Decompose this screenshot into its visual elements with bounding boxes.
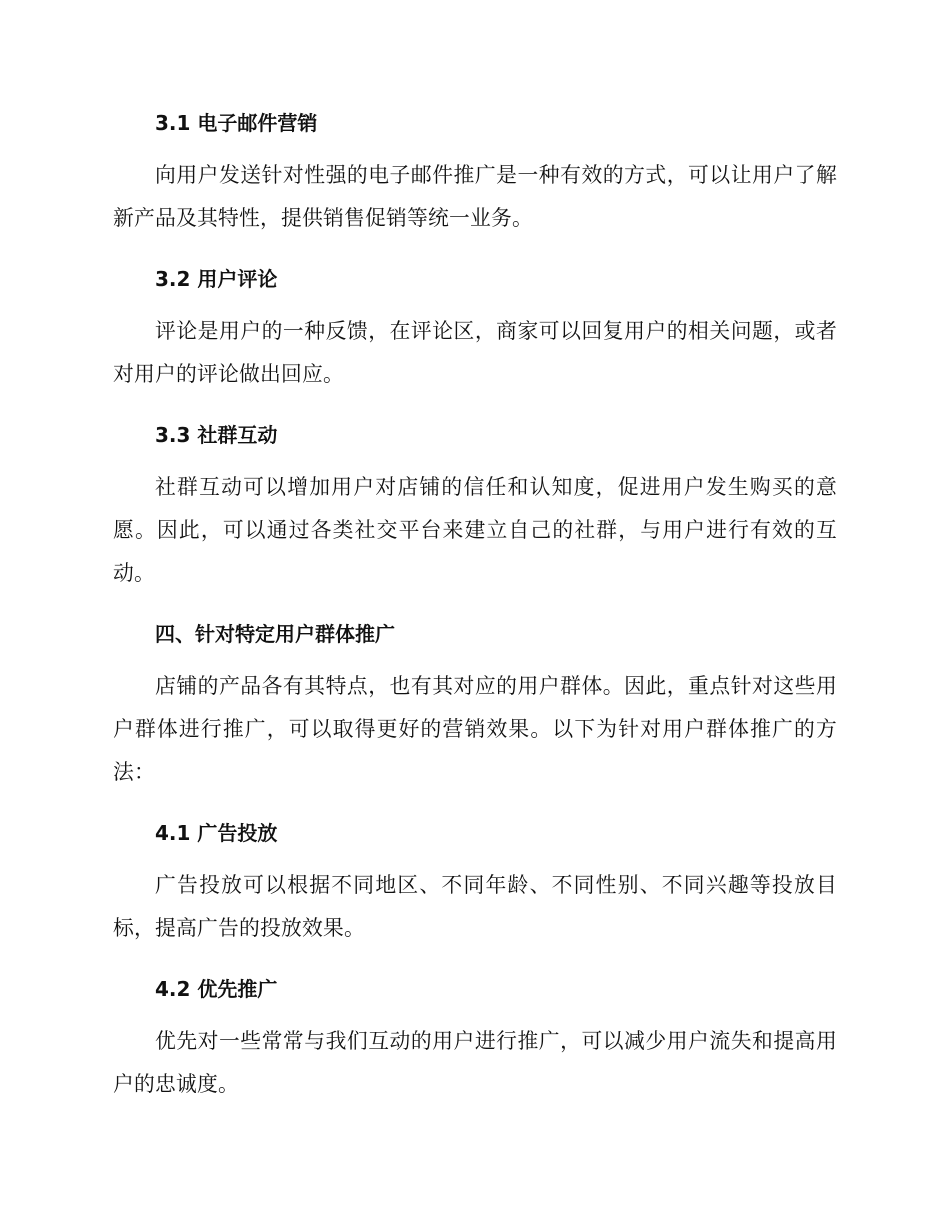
section-paragraph-4-1: 广告投放可以根据不同地区、不同年龄、不同性别、不同兴趣等投放目标，提高广告的投放效果。 — [113, 873, 837, 940]
section-paragraph-3-1: 向用户发送针对性强的电子邮件推广是一种有效的方式，可以让用户了解新产品及其特性，提供销售促销等统一业务。 — [113, 163, 837, 230]
section-paragraph-4: 店铺的产品各有其特点，也有其对应的用户群体。因此，重点针对这些用户群体进行推广，可以取得更好的营销效果。以下为针对用户群体推广的方法： — [113, 674, 837, 784]
section-paragraph-3-2: 评论是用户的一种反馈，在评论区，商家可以回复用户的相关问题，或者对用户的评论做出回应。 — [113, 319, 837, 386]
section-heading-4-2: 4.2 优先推广 — [155, 977, 278, 1001]
section-heading-4-1: 4.1 广告投放 — [155, 821, 278, 845]
section-paragraph-3-3: 社群互动可以增加用户对店铺的信任和认知度，促进用户发生购买的意愿。因此，可以通过各类社交平台来建立自己的社群，与用户进行有效的互动。 — [113, 475, 837, 585]
section-heading-3-1: 3.1 电子邮件营销 — [155, 111, 318, 135]
section-heading-4: 四、针对特定用户群体推广 — [155, 622, 395, 646]
section-paragraph-4-2: 优先对一些常常与我们互动的用户进行推广，可以减少用户流失和提高用户的忠诚度。 — [113, 1029, 837, 1096]
section-heading-3-3: 3.3 社群互动 — [155, 423, 278, 447]
section-heading-3-2: 3.2 用户评论 — [155, 267, 278, 291]
